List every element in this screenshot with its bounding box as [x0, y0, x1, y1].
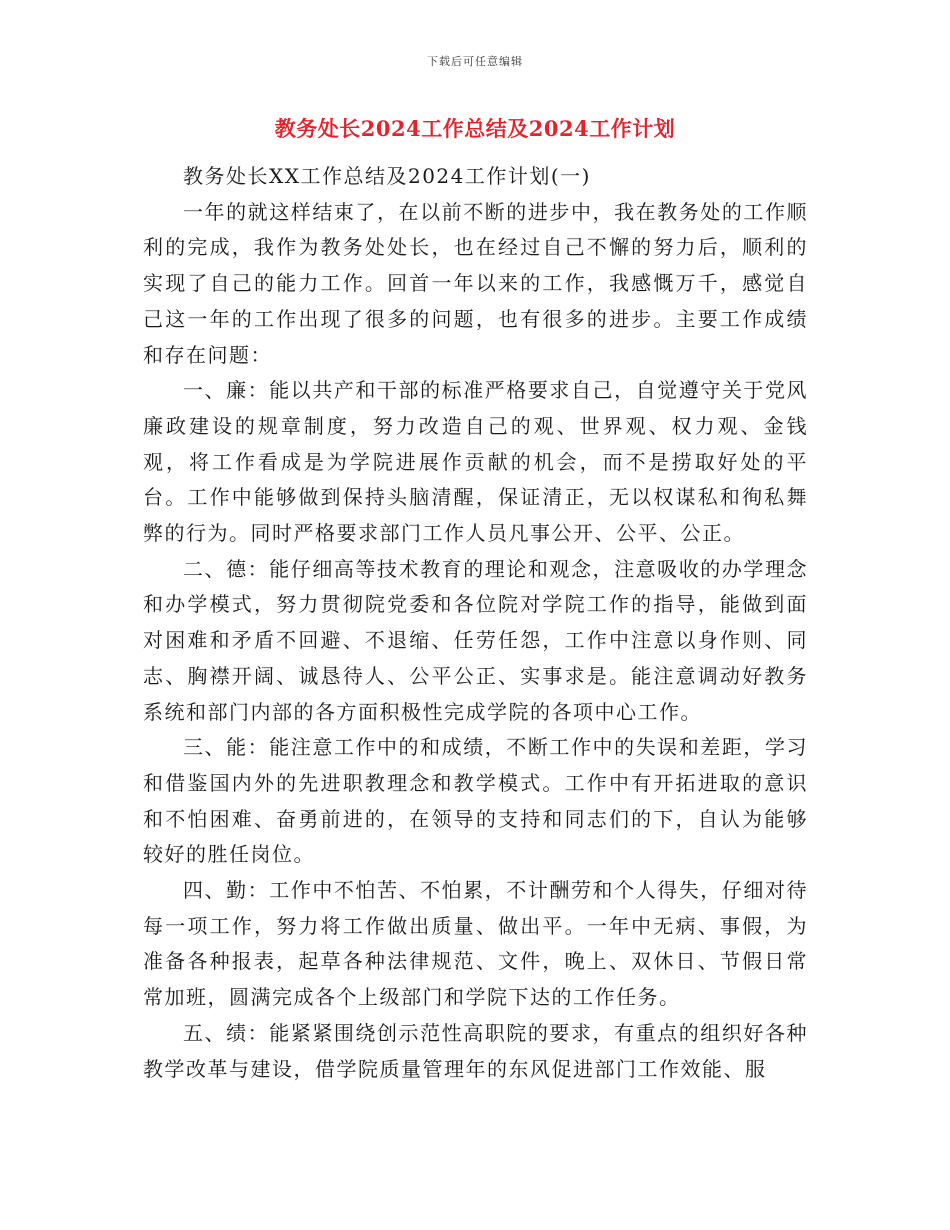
- paragraph-intro: 一年的就这样结束了，在以前不断的进步中，我在教务处的工作顺利的完成，我作为教务处处长，也在经过自己不懈的努力后，顺利的实现了自己的能力工作。回首一年以来的工作，我感慨万千，感觉自己这一年的工作出现了很多的问题，也有很多的进步。主要工作成绩和存在问题：: [143, 199, 808, 367]
- document-body: [143, 159, 808, 1087]
- paragraph-morality: 二、德：能仔细高等技术教育的理论和观念，注意吸收的办学理念和办学模式，努力贯彻院党委和各位院对学院工作的指导，能做到面对困难和矛盾不回避、不退缩、任劳任怨，工作中注意以身作则、同志、胸襟开阔、诚恳待人、公平公正、实事求是。能注意调动好教务系统和部门内部的各方面积极性完成学院的各项中心工作。: [143, 556, 808, 724]
- paragraph-integrity: 一、廉：能以共产和干部的标准严格要求自己，自觉遵守关于党风廉政建设的规章制度，努力改造自己的观、世界观、权力观、金钱观，将工作看成是为学院进展作贡献的机会，而不是捞取好处的平台。工作中能够做到保持头脑清醒，保证清正，无以权谋私和徇私舞弊的行为。同时严格要求部门工作人员凡事公开、公平、公正。: [143, 378, 808, 546]
- paragraph-performance: 五、绩：能紧紧围绕创示范性高职院的要求，有重点的组织好各种教学改革与建设，借学院质量管理年的东风促进部门工作效能、服: [143, 1020, 808, 1081]
- paragraph-diligence: 四、勤：工作中不怕苦、不怕累，不计酬劳和个人得失，仔细对待每一项工作，努力将工作做出质量、做出平。一年中无病、事假，为准备各种报表，起草各种法律规范、文件，晚上、双休日、节假日常常加班，圆满完成各个上级部门和学院下达的工作任务。: [143, 878, 808, 1010]
- section-heading: 教务处长XX工作总结及2024工作计划(一): [183, 164, 591, 188]
- paragraph-ability: 三、能：能注意工作中的和成绩，不断工作中的失误和差距，学习和借鉴国内外的先进职教理念和教学模式。工作中有开拓进取的意识和不怕困难、奋勇前进的，在领导的支持和同志们的下，自认为能够较好的胜任岗位。: [143, 735, 808, 867]
- header-note: 下载后可任意编辑: [427, 55, 523, 68]
- document-title: 教务处长2024工作总结及2024工作计划: [274, 116, 676, 141]
